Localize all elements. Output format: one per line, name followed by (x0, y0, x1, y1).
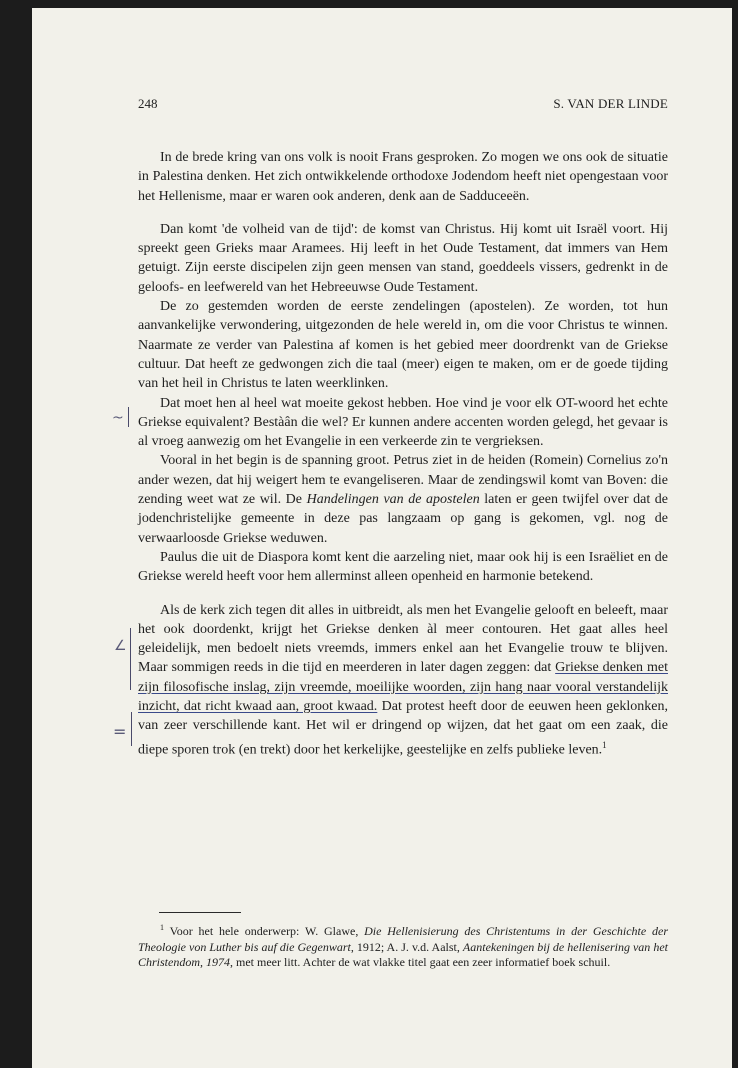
paragraph-5 (138, 451, 668, 547)
underlined-passage: Griekse denken met zijn filosofische inslag, zijn vreemde, moeilijke woorden, zijn hang naar vooral verstandelijk inzicht, dat richt kwaad aan, groot kwaad. (138, 660, 668, 715)
margin-bar-2 (130, 628, 131, 690)
footnote-ref: 1 (602, 739, 607, 750)
paragraph-1: In de brede kring van ons volk is nooit Frans gesproken. Zo mogen we ons ook de situatie in Palestina denken. Het zich ontwikkelende orthodoxe Jodendom heeft niet opengestaan voor het Hellenisme, maar er waren ook anderen, denk aan de Sadduceeën. (138, 150, 668, 204)
margin-mark-tilde: ~ (112, 410, 124, 426)
paragraph-7 (138, 601, 668, 760)
page-number: 248 (138, 96, 158, 111)
margin-mark-equals: = (113, 722, 127, 741)
paragraph-7-text-b: Dat protest heeft door de eeuwen heen geklonken, van zeer verschillende kant. Het wil er dringend op wijzen, dat het gaat om een zaak, die diepe sporen trok (en trekt) door het kerkelijke, geestelijke en zelfs publieke leven. (138, 699, 669, 758)
paragraph-5-text-a: Vooral in het begin is de spanning groot. Petrus ziet in de heiden (Romein) Cornelius zo'n ander wezen, dat hij weigert hem te evangeliseren. Maar de zendingswil komt van Boven: die zending weet wat ze wil. De (138, 453, 668, 508)
margin-bar-1 (128, 407, 129, 427)
acts-title: Handelingen van de apostelen (306, 492, 480, 508)
footnote-title-glawe: Die Hellenisierung des Christentums in der Geschichte der Theologie von Luther bis auf die Gegenwart (138, 924, 668, 954)
paragraph-4: Dat moet hen al heel wat moeite gekost hebben. Hoe vind je voor elk OT-woord het echte Griekse equivalent? Bestàân die wel? Er kunnen andere accenten worden gelegd, het gevaar is al vroeg aanwezig om het Evangelie in een verkeerde zin te vergrieksen. (138, 395, 668, 450)
running-title: S. VAN DER LINDE (553, 96, 668, 111)
body-text (138, 148, 668, 760)
paragraph-2: Dan komt 'de volheid van de tijd': de komst van Christus. Hij komt uit Israël voort. Hij spreekt geen Grieks maar Aramees. Hij leeft in het Oude Testament, dat immers van Hem getuigt. Zijn eerste discipelen zijn geen mensen van stand, goeddeels vissers, gedrenkt in de geloofs- en leefwereld van het Hebreeuwse Oude Testament. (138, 221, 668, 295)
footnote-text-a: Voor het hele onderwerp: W. Glawe, (169, 924, 365, 938)
paragraph-5-text-b: laten er geen twijfel over dat de jodenchristelijke gemeente in deze pas langzaam op gang is gekomen, vgl. nog de verwaarloosde Griekse weduwen. (138, 492, 669, 546)
paragraph-6: Paulus die uit de Diaspora komt kent die aarzeling niet, maar ook hij is een Israëliet en de Griekse wereld heeft voor hem allerminst alleen openheid en harmonie betekend. (138, 549, 668, 585)
footnote (138, 920, 668, 971)
footnote-text-c: , met meer litt. Achter de wat vlakke titel gaat een zeer informatief boek schuil. (230, 955, 611, 969)
paragraph-7-text-a: Als de kerk zich tegen dit alles in uitbreidt, als men het Evangelie gelooft en beleeft, maar het ook doordenkt, krijgt het Griekse denken àl meer contouren. Het gaat alles heel geleidelijk, men bedoelt niets vreemds, immers enkel aan het Evangelie trouw te blijven. Maar sommigen reeds in die tijd en meerderen in later dagen zeggen: dat (138, 602, 668, 676)
footnote-title-aalst: Aantekeningen bij de hellenisering van het Christendom, 1974 (138, 939, 668, 969)
paragraph-3: De zo gestemden worden de eerste zendelingen (apostelen). Ze worden, tot hun aanvankelijke verwondering, uitgezonden de hele wereld in, om die voor Christus te winnen. Naarmate ze verder van Palestina af komen is het gebied meer doordrenkt van de Griekse cultuur. Dat heeft ze gedwongen zich die taal (meer) eigen te maken, om er de goede tijding van het heil in Christus te laten weerklinken. (138, 299, 668, 392)
footnote-text-b: , 1912; A. J. v.d. Aalst, (350, 939, 463, 954)
footnote-number: 1 (160, 923, 164, 932)
margin-bar-3 (131, 712, 132, 746)
margin-mark-angle: ∠ (114, 638, 127, 654)
footnote-rule (159, 912, 241, 913)
